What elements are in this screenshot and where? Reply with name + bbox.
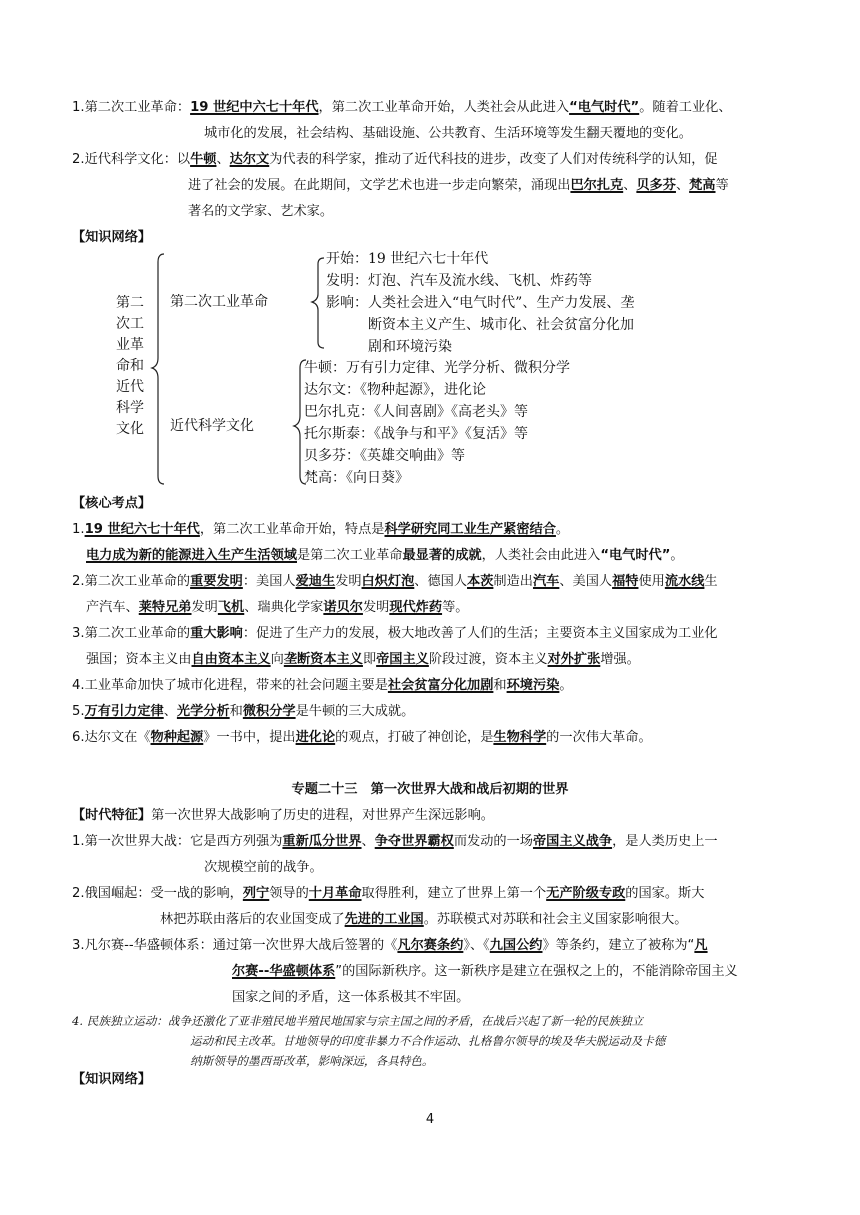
- branch-item: 巴尔扎克：《人间喜剧》《高老头》等: [304, 404, 528, 420]
- text-run: 6.达尔文在《: [72, 730, 151, 745]
- text-run: 为代表的科学家，推动了近代科技的进步，改变了人们对传统科学的认知，促: [269, 152, 718, 167]
- text-run: 、德国人: [414, 574, 468, 589]
- root-label-line: 命和: [116, 358, 144, 374]
- core-point: [72, 571, 718, 593]
- text-run: 和: [493, 678, 507, 693]
- key-term: 万有引力定律: [84, 704, 164, 719]
- branch-item: 牛顿：万有引力定律、光学分析、微积分学: [304, 360, 570, 376]
- text-run: 、: [675, 178, 690, 193]
- key-term: 九国公约: [489, 938, 543, 953]
- text-run: 发明: [335, 574, 362, 589]
- text-run: 是第二次工业革命: [297, 548, 403, 563]
- text-run: 和: [229, 704, 243, 719]
- key-term: 物种起源: [150, 730, 204, 745]
- key-term: 社会贫富分化加剧: [387, 678, 494, 693]
- item-line: [188, 175, 729, 197]
- text-run: 的一次伟大革命。: [546, 730, 652, 745]
- text-run: 2.俄国崛起：受一战的影响，: [72, 886, 243, 901]
- key-term: 环境污染: [506, 678, 560, 693]
- text-run: 。: [670, 548, 684, 563]
- topic-item-versailles: [72, 935, 708, 957]
- key-term: 诺贝尔: [323, 600, 363, 615]
- text-run: ，是人类历史上一: [612, 834, 718, 849]
- item-second-industrial-revolution: [72, 97, 732, 119]
- key-term: 重要发明: [190, 574, 243, 589]
- text-run: 。: [555, 522, 570, 537]
- text-run: 等。: [442, 600, 469, 615]
- text-run: 3.凡尔赛--华盛顿体系：通过第一次世界大战后签署的《: [72, 938, 398, 953]
- key-term: 无产阶级专政: [546, 886, 626, 901]
- text-run: 、美国人: [559, 574, 613, 589]
- key-term: 列宁: [242, 886, 270, 901]
- text-run: 进了社会的发展。在此期间，文学艺术也进一步走向繁荣，涌现出: [188, 178, 571, 193]
- key-term: 微积分学: [242, 704, 296, 719]
- text-run: 1.第一次世界大战：它是西方列强为: [72, 834, 283, 849]
- key-term: 福特: [612, 574, 639, 589]
- key-term: “电气时代”: [569, 100, 640, 115]
- core-point: [72, 623, 718, 645]
- core-point-line: [86, 597, 468, 619]
- text-run: 取得胜利，建立了世界上第一个: [361, 886, 547, 901]
- topic-item-line: 次规模空前的战争。: [204, 860, 323, 875]
- key-term: 白炽灯泡: [361, 574, 415, 589]
- key-term: 进化论: [295, 730, 336, 745]
- text-run: 是牛顿的三大成就。: [295, 704, 415, 719]
- topic-item-independence: 4. 民族独立运动：战争还激化了亚非殖民地半殖民地国家与宗主国之间的矛盾，在战后兴起了新一轮的民族独立: [72, 1014, 644, 1028]
- key-term: 生物科学: [493, 730, 547, 745]
- item-modern-science-culture: [72, 149, 718, 171]
- core-point: [72, 727, 652, 749]
- text-run: 第一次世界大战影响了历史的进程，对世界产生深远影响。: [151, 808, 494, 823]
- topic-item-ww1: [72, 831, 718, 853]
- topic-item-russia: [72, 883, 704, 905]
- key-term: 光学分析: [176, 704, 230, 719]
- branch-item: 贝多芬：《英雄交响曲》等: [304, 448, 465, 464]
- section-heading: 【时代特征】: [72, 808, 152, 823]
- text-run: 领导的: [269, 886, 309, 901]
- topic-item-line: [232, 961, 738, 983]
- key-term: 十月革命: [308, 886, 362, 901]
- page-number: 4: [425, 1112, 435, 1127]
- knowledge-network-diagram: [100, 250, 700, 490]
- core-point-line: [86, 649, 640, 671]
- topic-item-line: 运动和民主改革。甘地领导的印度非暴力不合作运动、扎格鲁尔领导的埃及华夫脱运动及卡德: [190, 1034, 666, 1048]
- key-term: 贝多芬: [636, 178, 676, 193]
- key-term: 飞机: [217, 600, 245, 615]
- key-term: 流水线: [664, 574, 705, 589]
- key-term: 自由资本主义: [191, 652, 271, 667]
- branch-item: 剧和环境污染: [368, 339, 452, 355]
- topic-item-line: [160, 909, 688, 931]
- text-run: 林把苏联由落后的农业国变成了: [160, 912, 345, 927]
- main-brace: [152, 254, 164, 484]
- topic-item-line: 国家之间的矛盾，这一体系极其不牢固。: [232, 990, 470, 1005]
- text-run: 5.: [72, 704, 85, 719]
- core-point: [72, 701, 414, 723]
- text-run: 。: [559, 678, 573, 693]
- text-run: ，第二次工业革命开始，特点是: [199, 522, 385, 537]
- key-term: 19 世纪六七十年代: [84, 522, 200, 537]
- text-run: 。苏联模式对苏联和社会主义国家影响很大。: [423, 912, 688, 927]
- branch-label-science: 近代科学文化: [170, 418, 254, 434]
- text-run: ：美国人: [242, 574, 296, 589]
- text-run: 、: [623, 178, 637, 193]
- text-run: 制造出: [493, 574, 533, 589]
- item-lead: 1.第二次工业革命：: [72, 100, 191, 115]
- text-run: 强国；资本主义由: [86, 652, 192, 667]
- key-term: 19 世纪中六七十年代: [190, 100, 319, 115]
- branch-item: 梵高：《向日葵》: [304, 470, 409, 486]
- core-point-line: [86, 545, 684, 567]
- section-heading: 【知识网络】: [72, 230, 152, 245]
- text-run: 3.第二次工业革命的: [72, 626, 191, 641]
- text-run: ：促进了生产力的发展，极大地改善了人们的生活；主要资本主义国家成为工业化: [242, 626, 718, 641]
- key-term: 凡: [694, 938, 708, 953]
- text-run: 发明: [191, 600, 218, 615]
- branch-label-industrial: 第二次工业革命: [170, 294, 268, 310]
- key-term: 现代炸药: [389, 600, 443, 615]
- text-run: 、: [216, 152, 230, 167]
- text-run: 的观点，打破了神创论，是: [335, 730, 494, 745]
- text-run: ”的国际新秩序。这一新秩序是建立在强权之上的，不能消除帝国主义: [335, 964, 738, 979]
- branch-item: 影响：人类社会进入“电气时代”、生产力发展、垄: [326, 295, 635, 311]
- text-run: 发明: [362, 600, 390, 615]
- key-term: 电力成为新的能源进入生产生活领域: [86, 548, 297, 563]
- text-run: 1.: [72, 522, 85, 537]
- item-lead: 2.近代科学文化：以: [72, 152, 191, 167]
- item-line: 著名的文学家、艺术家。: [188, 204, 334, 219]
- key-term: 对外扩张: [547, 652, 601, 667]
- text-run: ，人类社会由此进入: [481, 548, 601, 563]
- key-term: “电气时代”: [600, 548, 671, 563]
- root-label-line: 第二: [116, 295, 144, 311]
- root-label-line: 业革: [116, 337, 144, 353]
- text-run: ，第二次工业革命开始，人类社会从此进入: [318, 100, 570, 115]
- text-run: 产汽车、: [86, 600, 139, 615]
- branch-item: 发明：灯泡、汽车及流水线、飞机、炸药等: [326, 273, 592, 289]
- text-run: 使用: [638, 574, 665, 589]
- key-term: 爱迪生: [295, 574, 336, 589]
- key-term: 争夺世界霸权: [374, 834, 454, 849]
- branch-item: 开始：19 世纪六七十年代: [326, 251, 489, 267]
- text-run: 、: [163, 704, 177, 719]
- text-run: 4.工业革命加快了城市化进程，带来的社会问题主要是: [72, 678, 388, 693]
- topic-item-line: 纳斯领导的墨西哥改革，影响深远，各具特色。: [190, 1054, 434, 1068]
- section-heading: 【核心考点】: [72, 496, 152, 511]
- core-point: [72, 675, 573, 697]
- root-label-line: 次工: [116, 316, 144, 332]
- root-label-line: 文化: [116, 421, 144, 437]
- key-term: 最显著的成就: [402, 548, 482, 563]
- text-run: 》一书中，提出: [203, 730, 296, 745]
- text-run: 。随着工业化、: [639, 100, 732, 115]
- text-run: 、: [361, 834, 375, 849]
- text-run: 、瑞典化学家: [244, 600, 324, 615]
- text-run: 向: [270, 652, 284, 667]
- section-heading: 【知识网络】: [72, 1072, 152, 1087]
- text-run: 增强。: [600, 652, 640, 667]
- key-term: 梵高: [689, 178, 716, 193]
- text-run: 即: [362, 652, 377, 667]
- key-term: 达尔文: [229, 152, 270, 167]
- text-run: 阶段过渡，资本主义: [428, 652, 548, 667]
- text-run: 而发动的一场: [453, 834, 533, 849]
- topic-title: 专题二十三 第一次世界大战和战后初期的世界: [291, 782, 569, 797]
- branch-brace: [312, 258, 324, 348]
- key-term: 先进的工业国: [344, 912, 424, 927]
- branch-item: 达尔文：《物种起源》，进化论: [304, 382, 486, 398]
- root-label-line: 科学: [116, 400, 144, 416]
- key-term: 重新瓜分世界: [282, 834, 362, 849]
- text-run: 》等条约，建立了被称为“: [542, 938, 695, 953]
- key-term: 牛顿: [190, 152, 217, 167]
- key-term: 汽车: [532, 574, 560, 589]
- key-term: 巴尔扎克: [570, 178, 624, 193]
- text-run: 生: [704, 574, 718, 589]
- root-label-line: 近代: [116, 379, 144, 395]
- key-term: 本茨: [467, 574, 494, 589]
- key-term: 重大影响: [190, 626, 243, 641]
- key-term: 凡尔赛条约: [397, 938, 464, 953]
- branch-brace: [294, 360, 306, 484]
- core-point: [72, 519, 569, 541]
- key-term: 科学研究同工业生产紧密结合: [384, 522, 556, 537]
- text-run: 等: [715, 178, 729, 193]
- text-run: 》、《: [463, 938, 490, 953]
- key-term: 垄断资本主义: [283, 652, 363, 667]
- key-term: 莱特兄弟: [138, 600, 192, 615]
- text-run: 2.第二次工业革命的: [72, 574, 191, 589]
- branch-item: 托尔斯泰：《战争与和平》《复活》等: [304, 426, 528, 442]
- key-term: 尔赛--华盛顿体系: [232, 964, 336, 979]
- key-term: 帝国主义战争: [532, 834, 613, 849]
- key-term: 帝国主义: [376, 652, 429, 667]
- text-run: 的国家。斯大: [625, 886, 705, 901]
- branch-item: 断资本主义产生、城市化、社会贫富分化加: [368, 317, 634, 333]
- item-line: 城市化的发展，社会结构、基础设施、公共教育、生活环境等发生翻天覆地的变化。: [204, 126, 692, 141]
- era-feature: [72, 805, 494, 827]
